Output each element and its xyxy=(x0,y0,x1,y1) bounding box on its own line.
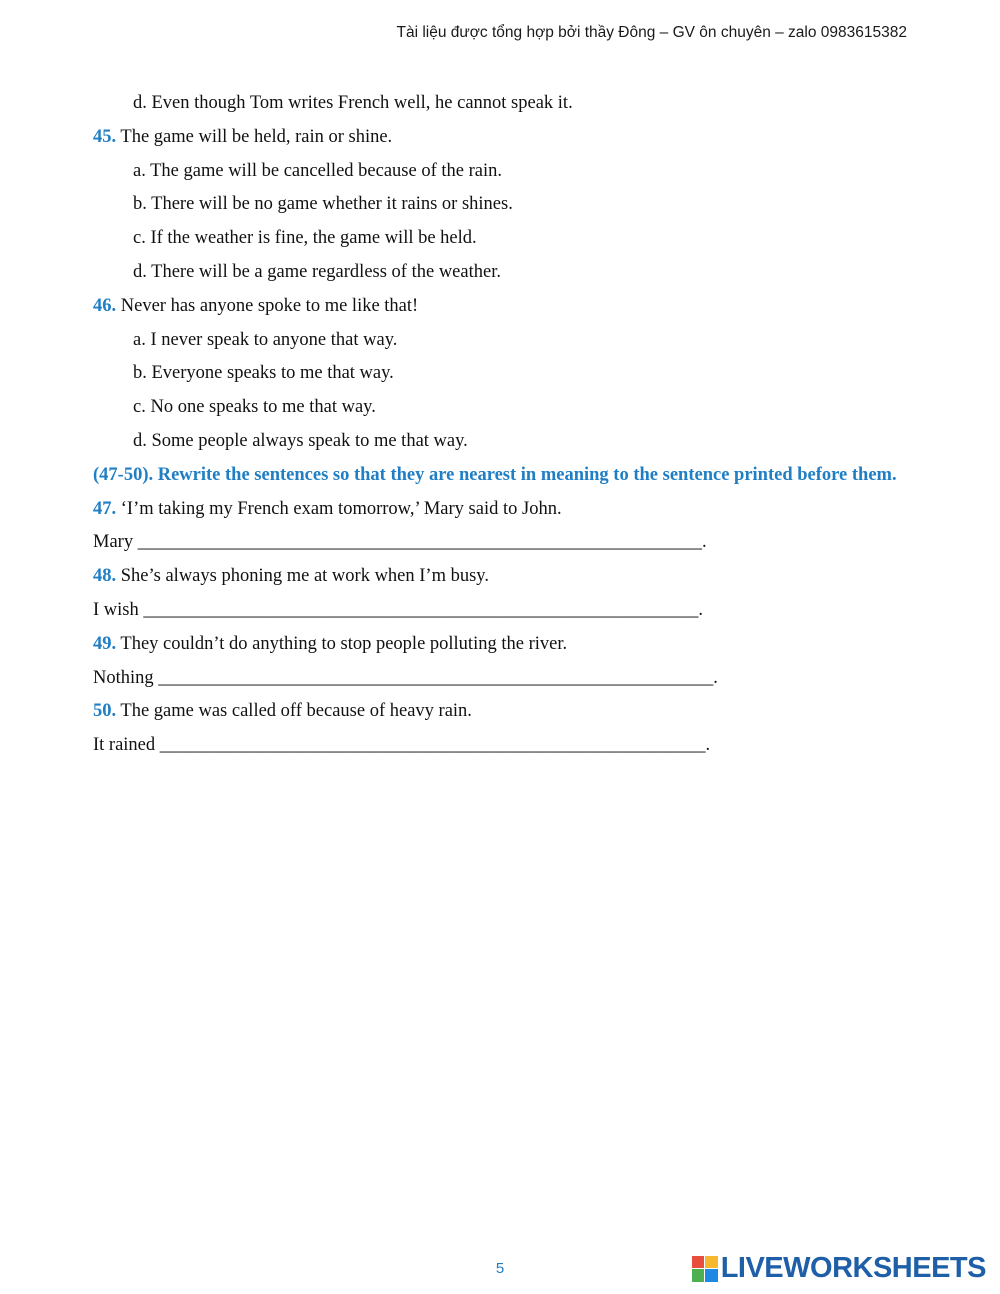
answer-line-50[interactable]: It rained ___________________________________________________________. xyxy=(93,735,711,756)
question-46 xyxy=(93,290,907,324)
question-text: She’s always phoning me at work when I’m busy. xyxy=(116,566,489,587)
liveworksheets-icon xyxy=(692,1256,718,1282)
question-text: They couldn’t do anything to stop people polluting the river. xyxy=(116,633,568,654)
option-46d: d. Some people always speak to me that way. xyxy=(133,430,468,451)
logo-square-e xyxy=(705,1269,718,1282)
question-text: Never has anyone spoke to me like that! xyxy=(116,295,419,316)
question-48 xyxy=(93,560,907,594)
question-text: ‘I’m taking my French exam tomorrow,’ Mary said to John. xyxy=(116,498,562,519)
question-number: 45. xyxy=(93,126,117,147)
logo-square-l xyxy=(692,1256,705,1269)
option-45d: d. There will be a game regardless of the weather. xyxy=(133,261,501,282)
section-instruction: (47-50). Rewrite the sentences so that they are nearest in meaning to the sentence printed before them. xyxy=(93,464,897,485)
question-text: The game will be held, rain or shine. xyxy=(116,126,393,147)
question-number: 50. xyxy=(93,701,117,722)
question-49 xyxy=(93,628,907,662)
question-number: 47. xyxy=(93,498,117,519)
option-45c: c. If the weather is fine, the game will be held. xyxy=(133,228,477,249)
logo-square-v xyxy=(692,1269,705,1282)
logo-text: LIVEWORKSHEETS xyxy=(720,1252,986,1284)
question-text: The game was called off because of heavy rain. xyxy=(116,701,472,722)
option-46b: b. Everyone speaks to me that way. xyxy=(133,363,394,384)
page-number: 5 xyxy=(495,1260,505,1277)
option-45b: b. There will be no game whether it rains or shines. xyxy=(133,194,513,215)
liveworksheets-logo[interactable] xyxy=(692,1252,986,1285)
question-47 xyxy=(93,493,907,527)
question-number: 48. xyxy=(93,566,117,587)
option-46c: c. No one speaks to me that way. xyxy=(133,397,376,418)
answer-line-48[interactable]: I wish ____________________________________________________________. xyxy=(93,599,703,620)
option-46a: a. I never speak to anyone that way. xyxy=(133,329,398,350)
answer-line-49[interactable]: Nothing ____________________________________________________________. xyxy=(93,667,718,688)
question-50 xyxy=(93,695,907,729)
option-44d: d. Even though Tom writes French well, he cannot speak it. xyxy=(133,93,573,113)
page-header: Tài liệu được tổng hợp bởi thầy Đông – GV ôn chuyên – zalo 0983615382 xyxy=(396,24,907,41)
question-number: 46. xyxy=(93,295,117,316)
answer-line-47[interactable]: Mary _____________________________________________________________. xyxy=(93,532,707,553)
question-number: 49. xyxy=(93,633,117,654)
logo-square-i xyxy=(705,1256,718,1269)
question-45 xyxy=(93,121,907,155)
option-45a: a. The game will be cancelled because of the rain. xyxy=(133,160,502,181)
worksheet-content xyxy=(93,87,907,763)
